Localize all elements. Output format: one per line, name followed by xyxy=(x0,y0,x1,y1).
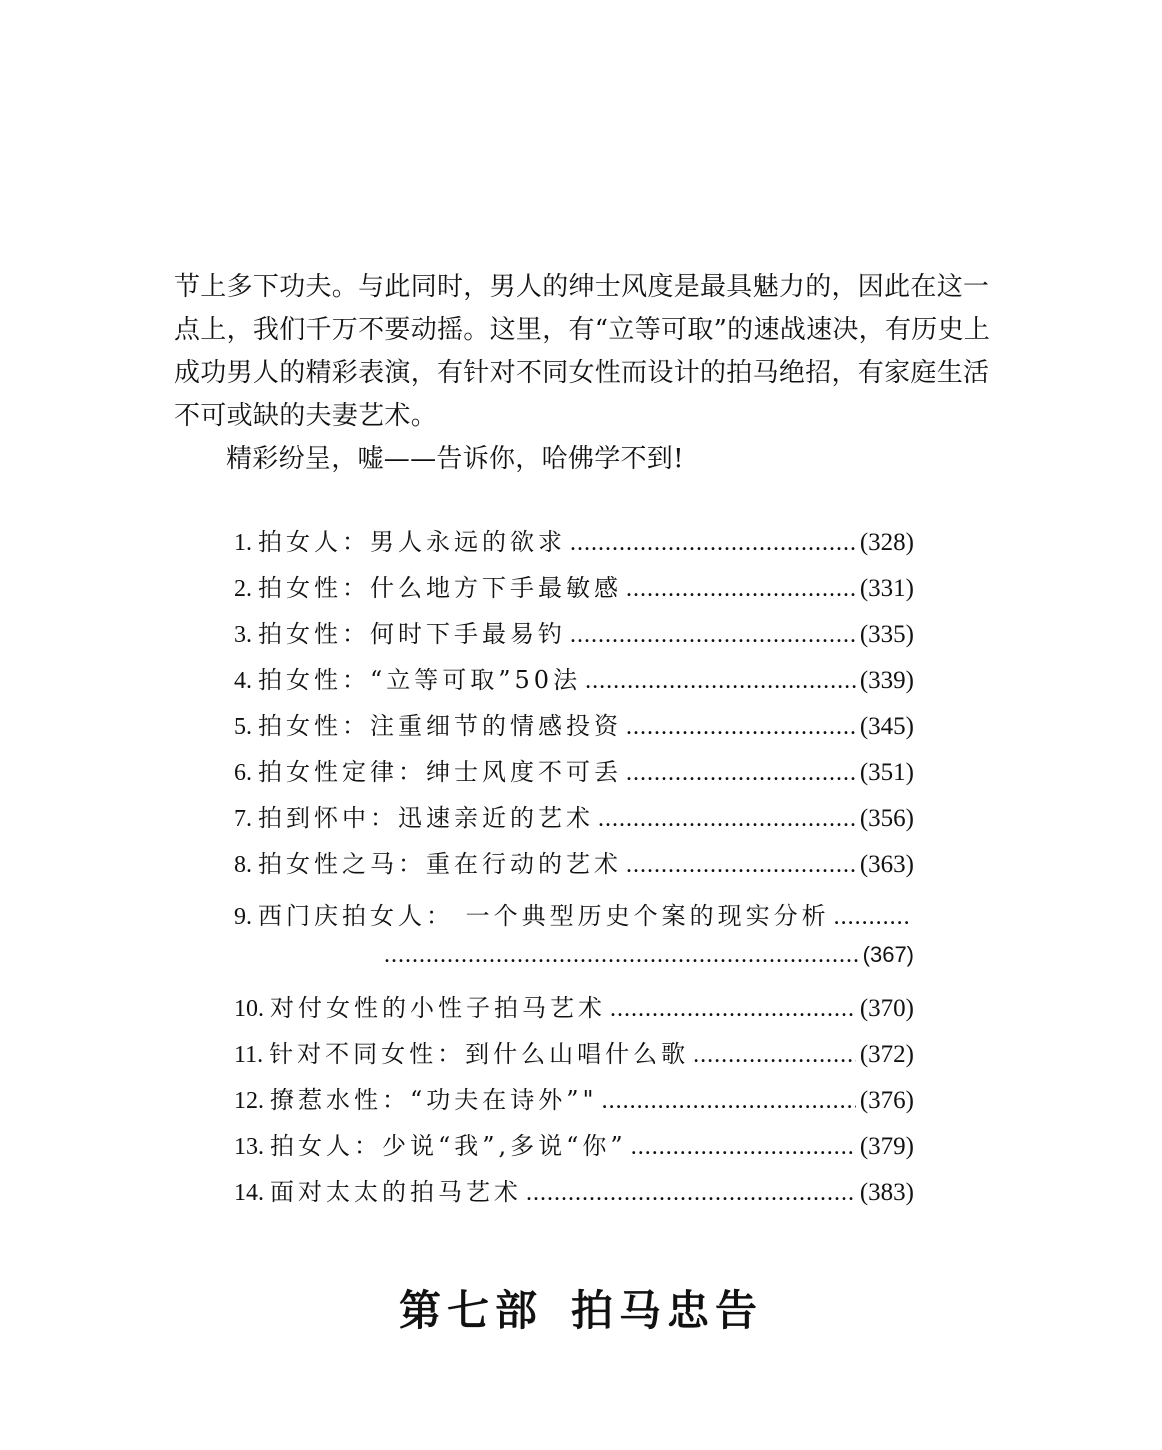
toc-entry xyxy=(234,1126,914,1172)
toc-leader-dots xyxy=(693,1042,856,1069)
toc-entry-continuation xyxy=(234,942,914,988)
toc-entry xyxy=(234,798,914,844)
toc-leader-dots xyxy=(610,996,856,1023)
toc-page-number: (379) xyxy=(859,1133,914,1160)
intro-paragraph xyxy=(174,266,991,481)
intro-line: 不可或缺的夫妻艺术。 xyxy=(174,401,438,431)
toc-leader-dots xyxy=(626,576,856,603)
toc-title: 撩惹水性：“功夫在诗外”" xyxy=(270,1086,598,1114)
toc-number: 14. xyxy=(234,1180,264,1206)
toc-title: 拍女性：“立等可取”50法 xyxy=(258,666,582,694)
toc-title: 拍女性定律：绅士风度不可丢 xyxy=(258,758,622,786)
toc-title: 拍到怀中：迅速亲近的艺术 xyxy=(258,804,594,832)
table-of-contents xyxy=(234,522,914,1218)
toc-title: 拍女性：什么地方下手最敏感 xyxy=(258,574,622,602)
toc-number: 7. xyxy=(234,806,252,832)
toc-leader-dots xyxy=(626,714,856,741)
toc-number: 8. xyxy=(234,852,252,878)
toc-number: 11. xyxy=(234,1042,264,1068)
toc-entry xyxy=(234,660,914,706)
toc-number: 12. xyxy=(234,1088,264,1114)
toc-number: 2. xyxy=(234,576,252,602)
toc-page-number: (356) xyxy=(859,805,914,832)
toc-title: 对付女性的小性子拍马艺术 xyxy=(270,994,606,1022)
toc-entry xyxy=(234,1172,914,1218)
toc-number: 6. xyxy=(234,760,252,786)
toc-number: 1. xyxy=(234,530,252,556)
toc-page-number: (331) xyxy=(859,575,914,602)
intro-line: 节上多下功夫。与此同时，男人的绅士风度是最具魅力的，因此在这一 xyxy=(174,272,990,302)
toc-page-number: (363) xyxy=(859,851,914,878)
toc-number: 3. xyxy=(234,622,252,648)
toc-leader-dots xyxy=(585,668,856,695)
part-label: 第七部 xyxy=(398,1286,543,1335)
toc-leader-dots xyxy=(526,1180,856,1207)
toc-leader-dots xyxy=(602,1088,856,1115)
toc-leader-dots xyxy=(631,1134,856,1161)
toc-leader-dots xyxy=(570,530,856,557)
toc-entry xyxy=(234,752,914,798)
toc-title: 拍女人：男人永远的欲求 xyxy=(258,528,566,556)
toc-number: 4. xyxy=(234,668,252,694)
toc-entry xyxy=(234,614,914,660)
toc-page-number: (383) xyxy=(859,1179,914,1206)
toc-page-number: (370) xyxy=(859,995,914,1022)
toc-leader-dots xyxy=(626,760,856,787)
toc-page-number: (339) xyxy=(859,667,914,694)
toc-page-number: (335) xyxy=(859,621,914,648)
intro-line: 点上，我们千万不要动摇。这里，有“立等可取”的速战速决，有历史上 xyxy=(174,315,991,345)
toc-entry xyxy=(234,1080,914,1126)
toc-number: 13. xyxy=(234,1134,264,1160)
toc-page-number: (376) xyxy=(859,1087,914,1114)
toc-entry xyxy=(234,844,914,896)
toc-entry xyxy=(234,568,914,614)
intro-line: 成功男人的精彩表演，有针对不同女性而设计的拍马绝招，有家庭生活 xyxy=(174,358,990,388)
part-title: 拍马忠告 xyxy=(571,1286,764,1335)
toc-page-number: (328) xyxy=(859,529,914,556)
toc-leader-dots xyxy=(384,942,859,969)
intro-closing-line: 精彩纷呈，嘘——告诉你，哈佛学不到! xyxy=(226,444,684,474)
toc-leader-dots xyxy=(834,904,910,931)
toc-page-number: (372) xyxy=(859,1041,914,1068)
part-heading xyxy=(0,1278,1162,1338)
toc-number: 9. xyxy=(234,904,252,930)
toc-number: 10. xyxy=(234,996,264,1022)
toc-page-number: (367) xyxy=(862,942,914,967)
toc-title: 西门庆拍女人： 一个典型历史个案的现实分析 xyxy=(258,902,830,930)
toc-leader-dots xyxy=(570,622,856,649)
toc-entry xyxy=(234,988,914,1034)
toc-number: 5. xyxy=(234,714,252,740)
toc-title: 拍女性：何时下手最易钓 xyxy=(258,620,566,648)
toc-page-number: (345) xyxy=(859,713,914,740)
toc-title: 拍女性之马：重在行动的艺术 xyxy=(258,850,622,878)
toc-title: 面对太太的拍马艺术 xyxy=(270,1178,522,1206)
toc-title: 拍女人：少说“我”,多说“你” xyxy=(270,1132,627,1160)
toc-entry xyxy=(234,522,914,568)
toc-entry xyxy=(234,1034,914,1080)
toc-entry xyxy=(234,706,914,752)
toc-title: 针对不同女性：到什么山唱什么歌 xyxy=(269,1040,690,1068)
toc-leader-dots xyxy=(598,806,856,833)
toc-title: 拍女性：注重细节的情感投资 xyxy=(258,712,622,740)
toc-page-number: (351) xyxy=(859,759,914,786)
toc-leader-dots xyxy=(626,852,856,879)
toc-entry xyxy=(234,896,914,942)
